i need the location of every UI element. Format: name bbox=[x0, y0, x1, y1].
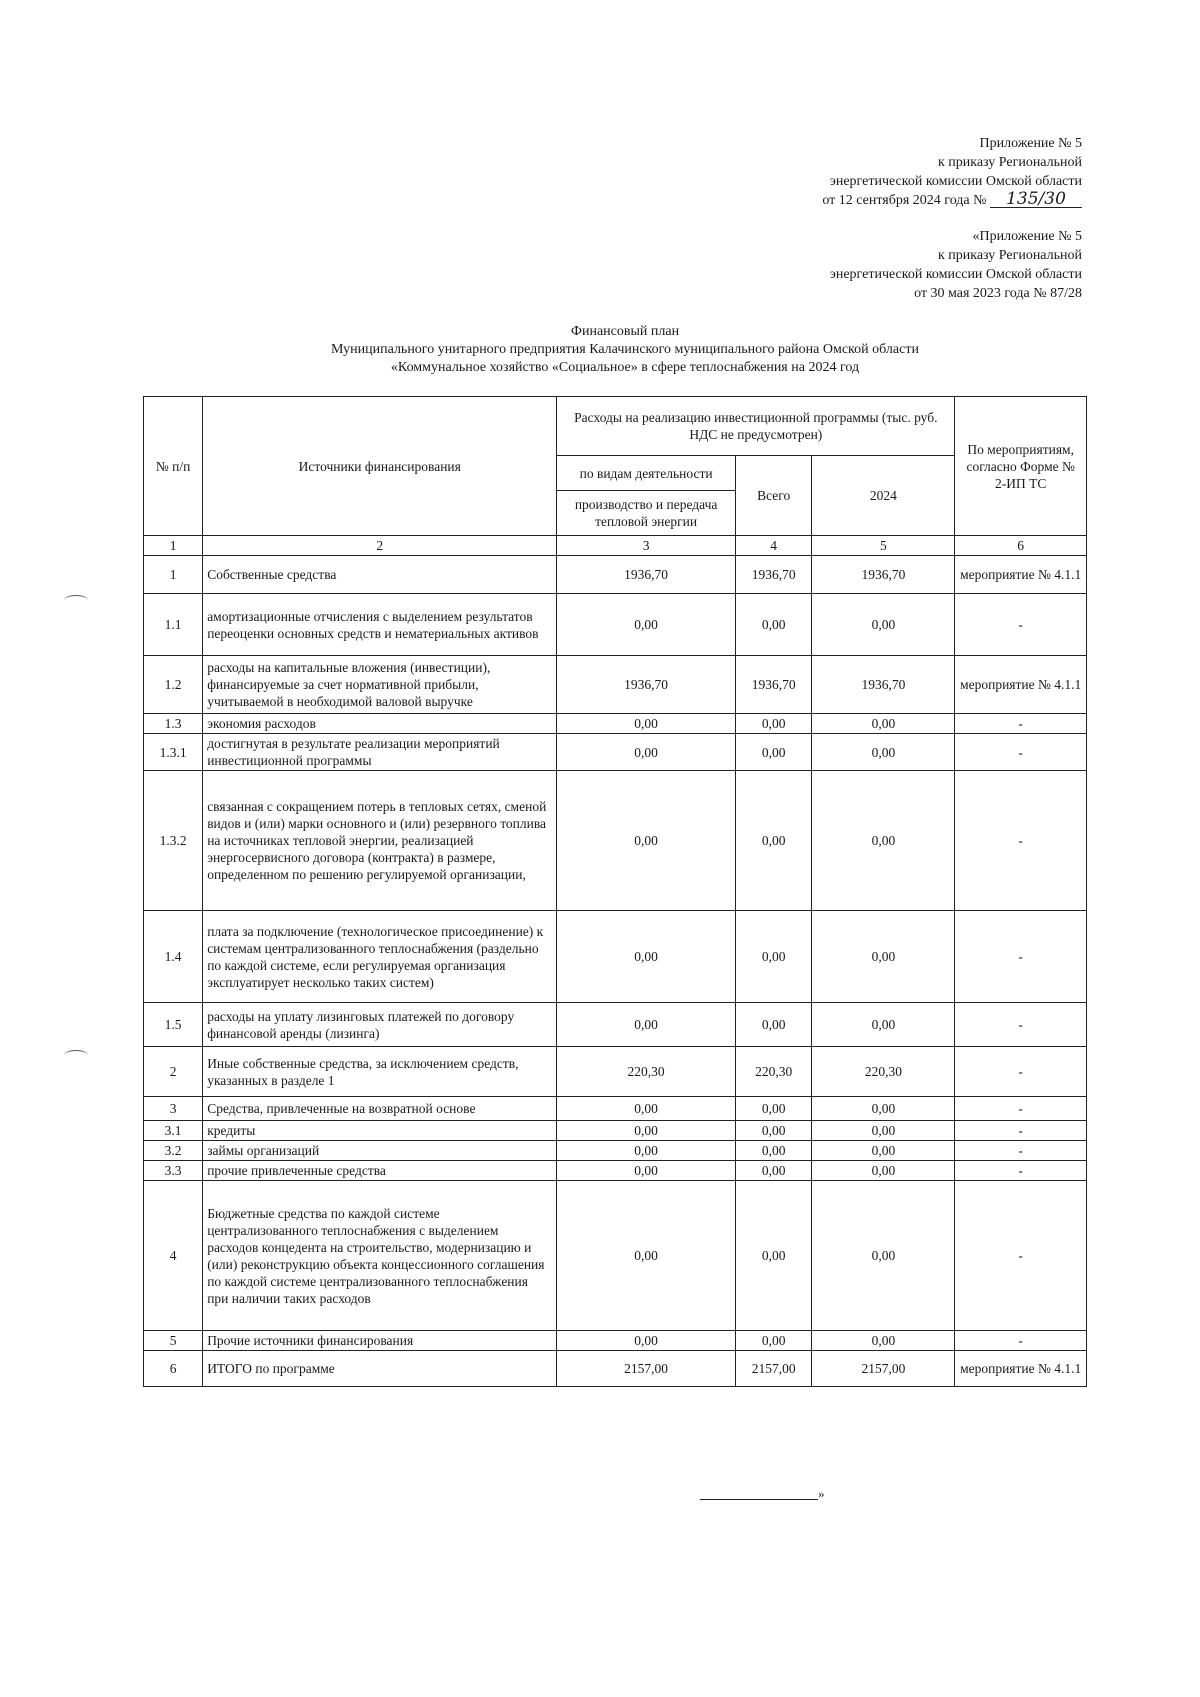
column-number: 2 bbox=[203, 536, 557, 556]
row-production-value: 0,00 bbox=[557, 1331, 736, 1351]
row-total-value: 0,00 bbox=[735, 734, 812, 771]
row-production-value: 0,00 bbox=[557, 714, 736, 734]
table-row bbox=[144, 556, 1087, 594]
row-number: 3 bbox=[144, 1097, 203, 1121]
handwritten-order-number: 135/30 bbox=[990, 191, 1082, 208]
row-total-value: 0,00 bbox=[735, 771, 812, 911]
row-year-value: 0,00 bbox=[812, 734, 955, 771]
row-number: 1 bbox=[144, 556, 203, 594]
row-events: - bbox=[955, 734, 1087, 771]
row-number: 1.3.2 bbox=[144, 771, 203, 911]
row-year-value: 220,30 bbox=[812, 1047, 955, 1097]
table-row bbox=[144, 656, 1087, 714]
row-production-value: 220,30 bbox=[557, 1047, 736, 1097]
row-source: Собственные средства bbox=[203, 556, 557, 594]
closing-line bbox=[700, 1499, 818, 1500]
row-source: Иные собственные средства, за исключением средств, указанных в разделе 1 bbox=[203, 1047, 557, 1097]
row-number: 5 bbox=[144, 1331, 203, 1351]
annex-previous-line3: энергетической комиссии Омской области bbox=[829, 267, 1082, 282]
row-events: - bbox=[955, 714, 1087, 734]
row-production-value: 0,00 bbox=[557, 1121, 736, 1141]
row-source: амортизационные отчисления с выделением результатов переоценки основных средств и нематериальных активов bbox=[203, 594, 557, 656]
row-year-value: 0,00 bbox=[812, 714, 955, 734]
row-year-value: 0,00 bbox=[812, 1003, 955, 1047]
row-production-value: 1936,70 bbox=[557, 656, 736, 714]
annex-current-line3: энергетической комиссии Омской области bbox=[829, 174, 1082, 189]
row-number: 3.2 bbox=[144, 1141, 203, 1161]
table-row bbox=[144, 1181, 1087, 1331]
header-year: 2024 bbox=[812, 456, 955, 536]
annex-current-line1: Приложение № 5 bbox=[979, 136, 1082, 151]
row-source: достигнутая в результате реализации мероприятий инвестиционной программы bbox=[203, 734, 557, 771]
row-events: - bbox=[955, 911, 1087, 1003]
row-events: мероприятие № 4.1.1 bbox=[955, 1351, 1087, 1387]
row-production-value: 0,00 bbox=[557, 1097, 736, 1121]
annex-previous bbox=[830, 227, 1082, 303]
row-year-value: 1936,70 bbox=[812, 556, 955, 594]
row-number: 4 bbox=[144, 1181, 203, 1331]
table-row bbox=[144, 911, 1087, 1003]
row-source: Средства, привлеченные на возвратной основе bbox=[203, 1097, 557, 1121]
row-events: мероприятие № 4.1.1 bbox=[955, 556, 1087, 594]
row-production-value: 1936,70 bbox=[557, 556, 736, 594]
table-row bbox=[144, 1141, 1087, 1161]
row-source: расходы на капитальные вложения (инвестиции), финансируемые за счет нормативной прибыли, учитываемой в необходимой валовой выручке bbox=[203, 656, 557, 714]
row-events: - bbox=[955, 1331, 1087, 1351]
document-title bbox=[150, 323, 1100, 377]
row-number: 1.3.1 bbox=[144, 734, 203, 771]
row-total-value: 0,00 bbox=[735, 911, 812, 1003]
header-expenses: Расходы на реализацию инвестиционной программы (тыс. руб. НДС не предусмотрен) bbox=[557, 397, 955, 456]
row-source: Бюджетные средства по каждой системе централизованного теплоснабжения с выделением расходов концедента на строительство, модернизацию и (или) реконструкцию объекта концессионного соглашения по каждой системе централизованного теплоснабжения при наличии таких расходов bbox=[203, 1181, 557, 1331]
closing-quote: » bbox=[818, 1486, 825, 1501]
row-total-value: 0,00 bbox=[735, 1161, 812, 1181]
table-row bbox=[144, 1097, 1087, 1121]
row-source: связанная с сокращением потерь в тепловых сетях, сменой видов и (или) марки основного и (или) резервного топлива на источниках тепловой энергии, реализацией энергосервисного договора (контракта) в размере, определенном по решению регулируемой организации, bbox=[203, 771, 557, 911]
row-number: 6 bbox=[144, 1351, 203, 1387]
column-numbers-row bbox=[144, 536, 1087, 556]
row-total-value: 1936,70 bbox=[735, 556, 812, 594]
annex-previous-line2: к приказу Региональной bbox=[937, 248, 1082, 263]
row-number: 3.3 bbox=[144, 1161, 203, 1181]
table-row bbox=[144, 1331, 1087, 1351]
table-body bbox=[144, 556, 1087, 1387]
table-row bbox=[144, 734, 1087, 771]
table-row bbox=[144, 1161, 1087, 1181]
row-events: - bbox=[955, 1003, 1087, 1047]
row-source: займы организаций bbox=[203, 1141, 557, 1161]
scan-mark bbox=[64, 595, 88, 606]
row-year-value: 0,00 bbox=[812, 594, 955, 656]
row-number: 3.1 bbox=[144, 1121, 203, 1141]
row-total-value: 0,00 bbox=[735, 594, 812, 656]
column-number: 4 bbox=[735, 536, 812, 556]
row-total-value: 0,00 bbox=[735, 1331, 812, 1351]
row-events: - bbox=[955, 1161, 1087, 1181]
title-line3: «Коммунальное хозяйство «Социальное» в сфере теплоснабжения на 2024 год bbox=[390, 360, 860, 375]
row-number: 1.5 bbox=[144, 1003, 203, 1047]
row-year-value: 0,00 bbox=[812, 1181, 955, 1331]
row-year-value: 0,00 bbox=[812, 1121, 955, 1141]
row-source: экономия расходов bbox=[203, 714, 557, 734]
row-number: 1.4 bbox=[144, 911, 203, 1003]
row-year-value: 0,00 bbox=[812, 771, 955, 911]
row-events: - bbox=[955, 1141, 1087, 1161]
row-total-value: 0,00 bbox=[735, 1003, 812, 1047]
annex-current-date: от 12 сентября 2024 года № bbox=[822, 193, 987, 208]
row-year-value: 0,00 bbox=[812, 1161, 955, 1181]
row-production-value: 0,00 bbox=[557, 1181, 736, 1331]
title-line1: Финансовый план bbox=[570, 324, 680, 339]
annex-current-line4 bbox=[822, 191, 1082, 210]
header-num: № п/п bbox=[144, 397, 203, 536]
row-events: мероприятие № 4.1.1 bbox=[955, 656, 1087, 714]
title-line2: Муниципального унитарного предприятия Калачинского муниципального района Омской области bbox=[331, 342, 919, 357]
row-events: - bbox=[955, 1181, 1087, 1331]
row-production-value: 2157,00 bbox=[557, 1351, 736, 1387]
row-production-value: 0,00 bbox=[557, 771, 736, 911]
annex-previous-line4: от 30 мая 2023 года № 87/28 bbox=[914, 286, 1082, 301]
table-row bbox=[144, 1003, 1087, 1047]
row-source: плата за подключение (технологическое присоединение) к системам централизованного теплоснабжения (раздельно по каждой системе, если регулируемая организация эксплуатирует несколько таких систем) bbox=[203, 911, 557, 1003]
row-number: 2 bbox=[144, 1047, 203, 1097]
row-year-value: 2157,00 bbox=[812, 1351, 955, 1387]
row-production-value: 0,00 bbox=[557, 734, 736, 771]
row-year-value: 0,00 bbox=[812, 1331, 955, 1351]
row-year-value: 0,00 bbox=[812, 1141, 955, 1161]
row-total-value: 1936,70 bbox=[735, 656, 812, 714]
row-total-value: 0,00 bbox=[735, 1141, 812, 1161]
row-total-value: 0,00 bbox=[735, 1181, 812, 1331]
header-events: По мероприятиям, согласно Форме № 2-ИП ТС bbox=[955, 397, 1087, 536]
row-source: ИТОГО по программе bbox=[203, 1351, 557, 1387]
row-events: - bbox=[955, 1097, 1087, 1121]
column-number: 1 bbox=[144, 536, 203, 556]
row-source: Прочие источники финансирования bbox=[203, 1331, 557, 1351]
row-source: кредиты bbox=[203, 1121, 557, 1141]
table-row bbox=[144, 771, 1087, 911]
row-production-value: 0,00 bbox=[557, 911, 736, 1003]
table-row bbox=[144, 714, 1087, 734]
row-total-value: 0,00 bbox=[735, 714, 812, 734]
row-production-value: 0,00 bbox=[557, 594, 736, 656]
row-source: прочие привлеченные средства bbox=[203, 1161, 557, 1181]
row-total-value: 2157,00 bbox=[735, 1351, 812, 1387]
row-total-value: 0,00 bbox=[735, 1097, 812, 1121]
header-by-activity: по видам деятельности bbox=[557, 456, 736, 491]
annex-previous-line1: «Приложение № 5 bbox=[972, 229, 1082, 244]
row-number: 1.2 bbox=[144, 656, 203, 714]
table-row bbox=[144, 1121, 1087, 1141]
row-events: - bbox=[955, 1047, 1087, 1097]
header-row bbox=[144, 397, 1087, 456]
column-number: 3 bbox=[557, 536, 736, 556]
row-number: 1.1 bbox=[144, 594, 203, 656]
scan-mark bbox=[64, 1050, 88, 1061]
annex-current-line2: к приказу Региональной bbox=[937, 155, 1082, 170]
row-total-value: 0,00 bbox=[735, 1121, 812, 1141]
row-production-value: 0,00 bbox=[557, 1003, 736, 1047]
column-number: 6 bbox=[955, 536, 1087, 556]
header-total: Всего bbox=[735, 456, 812, 536]
row-events: - bbox=[955, 1121, 1087, 1141]
row-production-value: 0,00 bbox=[557, 1141, 736, 1161]
row-total-value: 220,30 bbox=[735, 1047, 812, 1097]
row-source: расходы на уплату лизинговых платежей по договору финансовой аренды (лизинга) bbox=[203, 1003, 557, 1047]
row-events: - bbox=[955, 594, 1087, 656]
table-row bbox=[144, 1047, 1087, 1097]
row-production-value: 0,00 bbox=[557, 1161, 736, 1181]
row-events: - bbox=[955, 771, 1087, 911]
row-year-value: 1936,70 bbox=[812, 656, 955, 714]
row-year-value: 0,00 bbox=[812, 911, 955, 1003]
annex-current bbox=[822, 134, 1082, 210]
table-row bbox=[144, 1351, 1087, 1387]
header-source: Источники финансирования bbox=[203, 397, 557, 536]
financial-plan-table bbox=[143, 396, 1087, 1387]
header-production: производство и передача тепловой энергии bbox=[557, 491, 736, 536]
row-year-value: 0,00 bbox=[812, 1097, 955, 1121]
row-number: 1.3 bbox=[144, 714, 203, 734]
table-row bbox=[144, 594, 1087, 656]
column-number: 5 bbox=[812, 536, 955, 556]
